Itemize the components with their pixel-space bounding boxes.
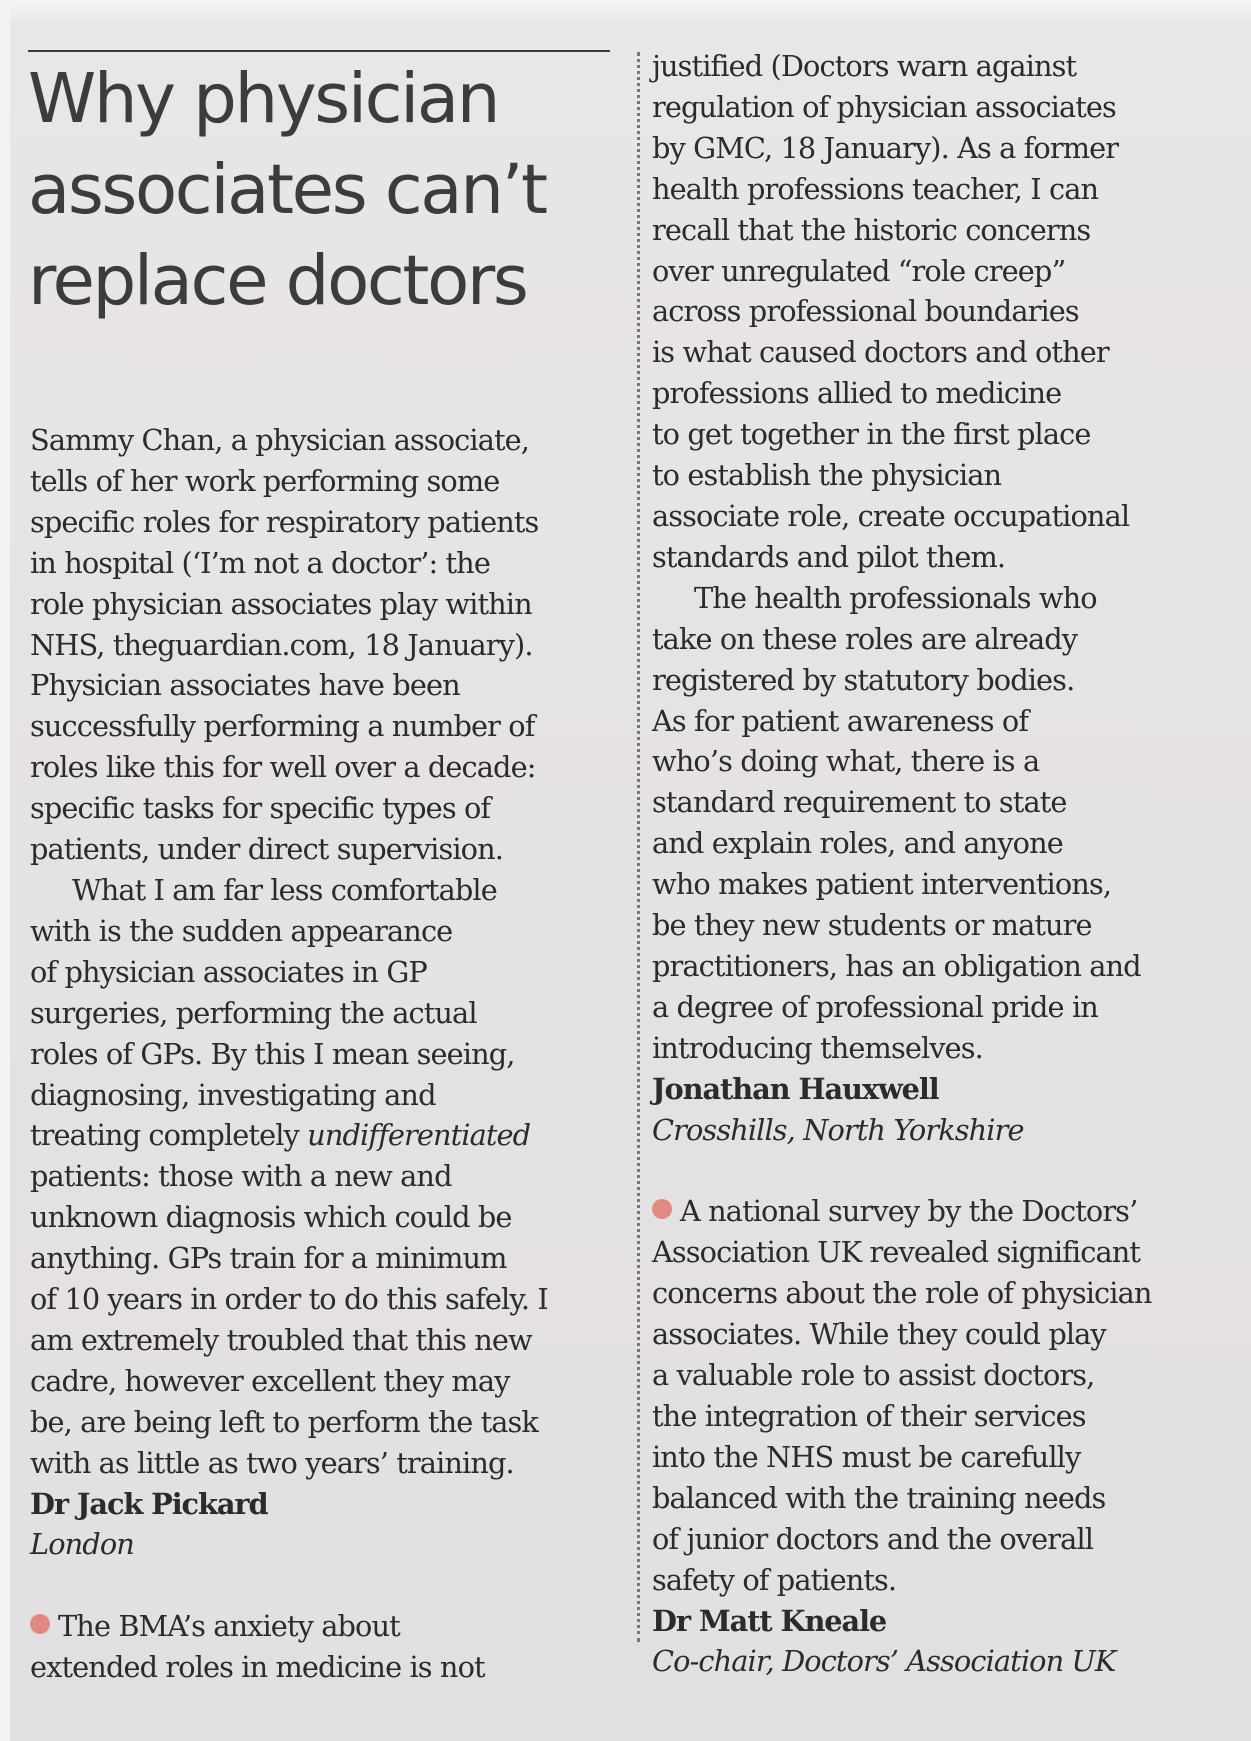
text-line: standards and pilot them. (652, 539, 1006, 574)
paper-top-edge (0, 0, 1251, 22)
text-line: regulation of physician associates (652, 89, 1116, 124)
text-line-with-emphasis (30, 1115, 618, 1156)
text-line: who’s doing what, there is a (652, 744, 1040, 779)
letter-1-paragraph-2 (30, 870, 618, 1484)
headline-line: replace doctors (28, 241, 527, 321)
text-line: specific tasks for specific types of (30, 791, 491, 826)
text-line: a degree of professional pride in (652, 989, 1098, 1024)
letter-1-signer: Dr Jack Pickard (30, 1486, 268, 1521)
text-line: safety of patients. (652, 1562, 897, 1597)
right-column (652, 46, 1232, 1682)
text-line: roles of GPs. By this I mean seeing, (30, 1036, 515, 1071)
text-line: professions allied to medicine (652, 376, 1062, 411)
text-line: of 10 years in order to do this safely. I (30, 1282, 548, 1317)
text-line: balanced with the training needs (652, 1480, 1106, 1515)
letter-2-signer: Jonathan Hauxwell (652, 1071, 939, 1106)
letter-1-place: London (30, 1527, 134, 1562)
text-line: health professions teacher, I can (652, 171, 1099, 206)
letter-3-place: Co-chair, Doctors’ Association UK (652, 1644, 1116, 1679)
text-line: associates. While they could play (652, 1317, 1106, 1352)
text-line: associate role, create occupational (652, 498, 1130, 533)
text-line: Sammy Chan, a physician associate, (30, 423, 530, 457)
letter-2-paragraph-2 (652, 578, 1232, 1069)
text-line: am extremely troubled that this new (30, 1322, 532, 1357)
text-line: in hospital (‘I’m not a doctor’: the (30, 545, 490, 580)
text-line: to establish the physician (652, 458, 1002, 493)
text-line: anything. GPs train for a minimum (30, 1241, 507, 1276)
text-line: be, are being left to perform the task (30, 1404, 538, 1439)
letter-2-start (30, 1606, 618, 1688)
letter-2-place: Crosshills, North Yorkshire (652, 1112, 1024, 1147)
text-line: a valuable role to assist doctors, (652, 1358, 1095, 1393)
text-line: of physician associates in GP (30, 954, 427, 989)
headline-line: associates can’t (28, 150, 546, 230)
letter-2-continued (652, 46, 1232, 578)
text-line: with is the sudden appearance (30, 913, 453, 948)
text-line: by GMC, 18 January). As a former (652, 130, 1119, 165)
text-line: who makes patient interventions, (652, 867, 1112, 902)
text-line: be they new students or mature (652, 908, 1092, 943)
text-line: over unregulated “role creep” (652, 253, 1066, 288)
text-line: As for patient awareness of (652, 703, 1029, 738)
text-line: patients, under direct supervision. (30, 832, 503, 867)
text-line: Association UK revealed significant (652, 1235, 1141, 1270)
text-line: roles like this for well over a decade: (30, 750, 536, 785)
text-fragment: treating completely (30, 1118, 308, 1153)
text-line: successfully performing a number of (30, 709, 535, 744)
text-line-with-bullet (652, 1191, 1232, 1232)
text-line: specific roles for respiratory patients (30, 504, 539, 539)
text-line: What I am far less comfortable (72, 872, 497, 907)
emphasis-word: undifferentiated (307, 1118, 531, 1153)
text-line: registered by statutory bodies. (652, 662, 1075, 697)
text-line: justified (Doctors warn against (652, 49, 1077, 83)
text-line: to get together in the first place (652, 417, 1091, 452)
letter-3 (652, 1191, 1232, 1600)
letter-gap (30, 1565, 618, 1606)
letter-1-paragraph-1 (30, 420, 618, 870)
text-line: standard requirement to state (652, 785, 1067, 820)
paper-left-edge (0, 0, 10, 1741)
text-line: diagnosing, investigating and (30, 1077, 436, 1112)
text-line: NHS, theguardian.com, 18 January). (30, 627, 533, 662)
letter-gap (652, 1150, 1232, 1191)
text-fragment: A national survey by the Doctors’ (680, 1194, 1138, 1229)
text-line: across professional boundaries (652, 294, 1079, 329)
text-line-with-bullet (30, 1606, 618, 1647)
text-line: role physician associates play within (30, 586, 532, 621)
text-line: and explain roles, and anyone (652, 826, 1063, 861)
text-line: concerns about the role of physician (652, 1276, 1152, 1311)
text-fragment: The BMA’s anxiety about (58, 1609, 400, 1644)
text-line: surgeries, performing the actual (30, 995, 477, 1030)
text-line: cadre, however excellent they may (30, 1363, 510, 1398)
text-line: recall that the historic concerns (652, 212, 1091, 247)
text-line: the integration of their services (652, 1399, 1086, 1433)
headline-top-rule (28, 50, 610, 52)
text-line: with as little as two years’ training. (30, 1445, 514, 1480)
bullet-dot-icon (30, 1614, 50, 1634)
text-line: The health professionals who (694, 580, 1097, 615)
text-line: unknown diagnosis which could be (30, 1200, 512, 1235)
headline (28, 54, 618, 327)
column-divider (637, 52, 640, 1642)
text-line: Physician associates have been (30, 668, 460, 703)
text-line: take on these roles are already (652, 621, 1078, 656)
text-line: introducing themselves. (652, 1030, 983, 1065)
text-line: practitioners, has an obligation and (652, 948, 1141, 983)
text-line: patients: those with a new and (30, 1159, 452, 1194)
text-line: into the NHS must be carefully (652, 1439, 1081, 1474)
letter-3-signer: Dr Matt Kneale (652, 1603, 887, 1638)
text-line: tells of her work performing some (30, 463, 500, 498)
text-line: extended roles in medicine is not (30, 1650, 485, 1685)
left-column (30, 420, 618, 1688)
bullet-dot-icon (652, 1199, 672, 1219)
text-line: of junior doctors and the overall (652, 1521, 1094, 1556)
text-line: is what caused doctors and other (652, 335, 1109, 370)
headline-line: Why physician (28, 59, 499, 139)
